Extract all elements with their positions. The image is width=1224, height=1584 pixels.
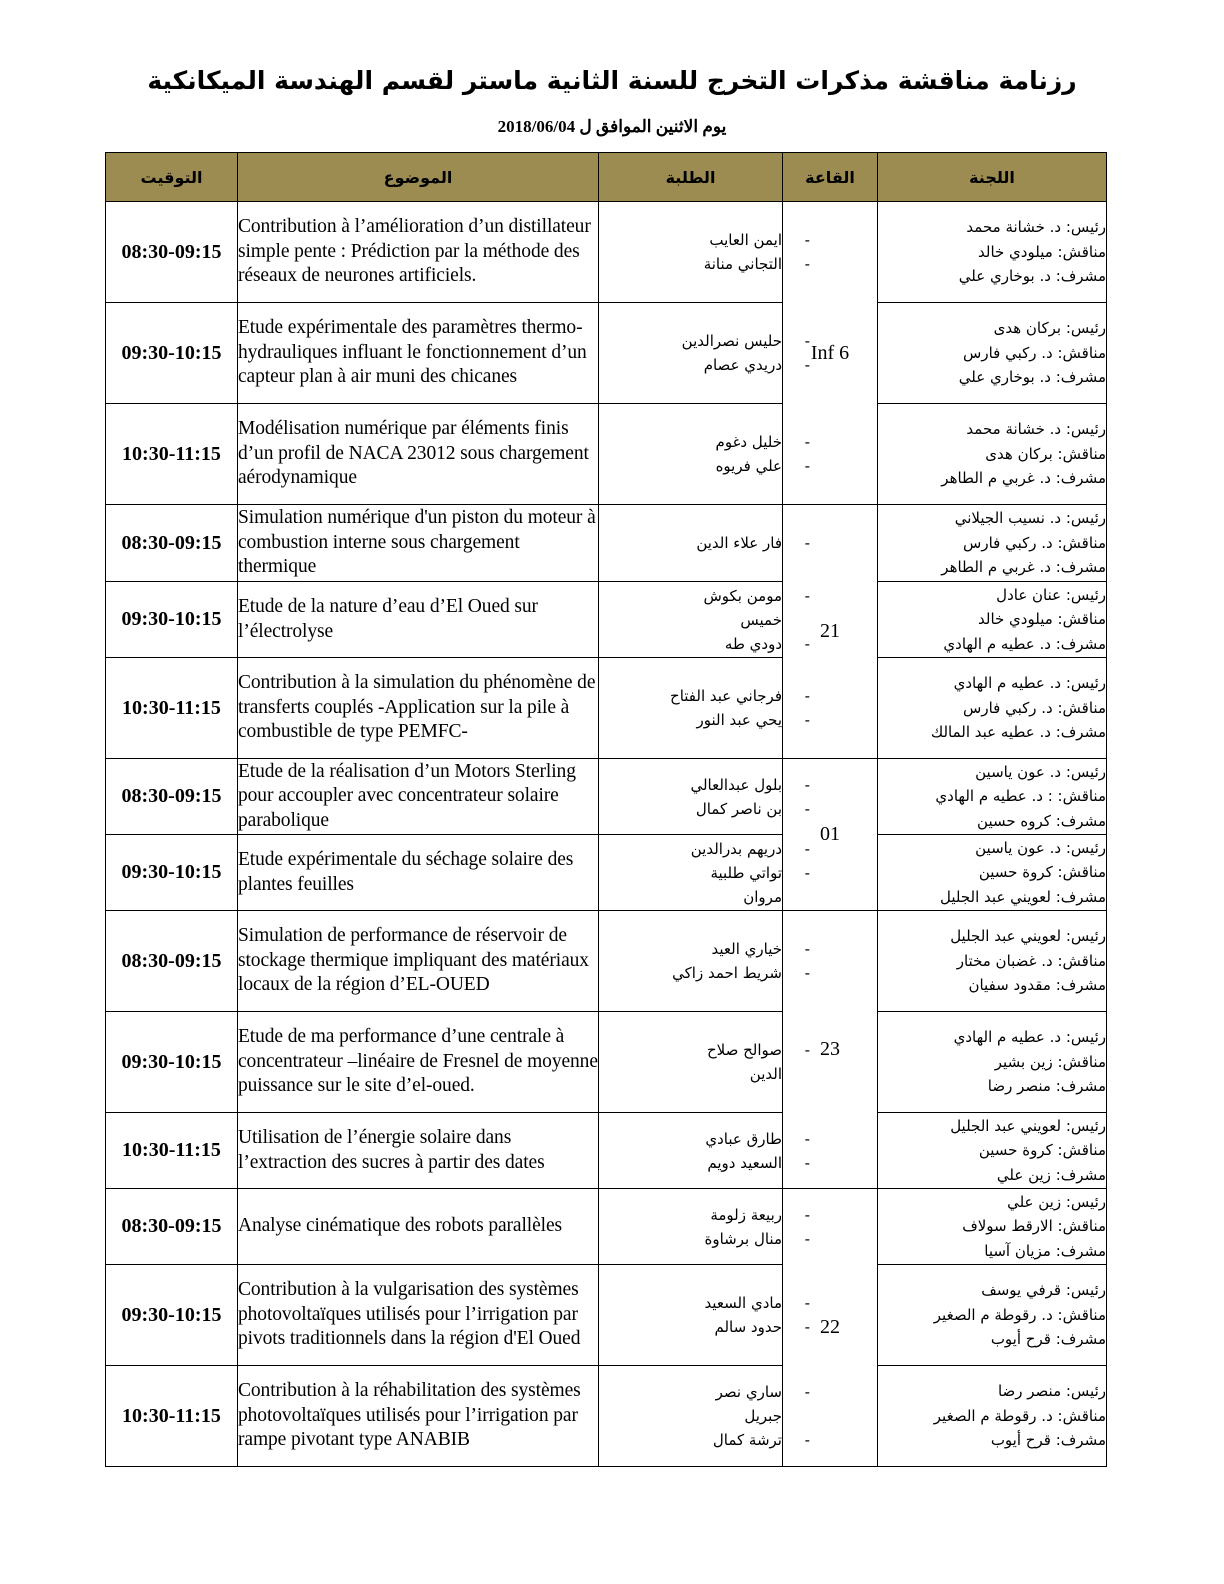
students-cell (599, 303, 783, 404)
table-row (106, 1113, 1107, 1189)
thesis-topic: Utilisation de l’énergie solaire dans l’extraction des sucres à partir des dates (238, 1113, 599, 1189)
header-room: القاعة (783, 153, 878, 202)
committee-member: رئيس: د. خشانة محمد (966, 218, 1106, 237)
room-cell: 01 (783, 759, 878, 911)
session-time: 09:30-10:15 (106, 1012, 238, 1113)
committee-member: مشرف: مقدود سفيان (968, 976, 1106, 995)
committee-member: رئيس: د. عطيه م الهادي (953, 1028, 1106, 1047)
committee-member: رئيس: د. نسيب الجيلاني (954, 509, 1106, 528)
student-name: - فار علاء الدين (599, 531, 782, 555)
committee-member: مناقش: كروة حسين (978, 1141, 1106, 1160)
student-name: - دودي طه (599, 632, 782, 656)
committee-cell (878, 582, 1107, 658)
student-name: - مادي السعيد (599, 1291, 782, 1315)
thesis-topic: Contribution à la vulgarisation des systèmes photovoltaïques utilisés pour l’irrigation par pivots traditionnels dans la région d'El Oued (238, 1265, 599, 1366)
thesis-topic: Modélisation numérique par éléments finis d’un profil de NACA 23012 sous chargement aérodynamique (238, 404, 599, 505)
thesis-topic: Etude de la nature d’eau d’El Oued sur l’électrolyse (238, 582, 599, 658)
student-name: - مومن بكوش (599, 584, 782, 608)
thesis-topic: Contribution à la simulation du phénomène de transferts couplés -Application sur la pile à combustible de type PEMFC- (238, 658, 599, 759)
student-name: - منال برشاوة (599, 1227, 782, 1251)
students-cell (599, 202, 783, 303)
table-row (106, 202, 1107, 303)
table-row (106, 505, 1107, 582)
students-cell (599, 582, 783, 658)
students-cell (599, 505, 783, 582)
committee-cell (878, 759, 1107, 835)
thesis-topic: Etude de la réalisation d’un Motors Sterling pour accoupler avec concentrateur solaire parabolique (238, 759, 599, 835)
student-name: - فرجاني عبد الفتاح (599, 684, 782, 708)
students-cell (599, 1012, 783, 1113)
student-name: - ساري نصر (599, 1380, 782, 1404)
table-row (106, 404, 1107, 505)
session-time: 08:30-09:15 (106, 1189, 238, 1265)
table-row (106, 759, 1107, 835)
thesis-topic: Etude expérimentale des paramètres thermo-hydrauliques influant le fonctionnement d’un capteur plan à air muni des chicanes (238, 303, 599, 404)
committee-member: مشرف: مزيان آسيا (984, 1241, 1106, 1260)
committee-member: مشرف: د. عطيه م الهادي (943, 634, 1106, 653)
committee-member: مشرف: د. بوخاري علي (958, 267, 1106, 286)
header-topic: الموضوع (238, 153, 599, 202)
session-time: 09:30-10:15 (106, 835, 238, 911)
table-row (106, 1189, 1107, 1265)
session-time: 08:30-09:15 (106, 911, 238, 1012)
room-cell: 21 (783, 505, 878, 759)
thesis-topic: Simulation numérique d'un piston du moteur à combustion interne sous chargement thermique (238, 505, 599, 582)
session-time: 10:30-11:15 (106, 1113, 238, 1189)
student-name: - صوالح صلاح (599, 1038, 782, 1062)
committee-member: مشرف: قرح أيوب (990, 1431, 1106, 1450)
table-row (106, 1366, 1107, 1467)
committee-cell (878, 404, 1107, 505)
committee-member: مناقش: د. ركبي فارس (963, 533, 1106, 552)
students-cell (599, 835, 783, 911)
student-name: - خياري العيد (599, 937, 782, 961)
table-row (106, 911, 1107, 1012)
committee-cell (878, 202, 1107, 303)
room-cell: 22 (783, 1189, 878, 1467)
thesis-topic: Contribution à la réhabilitation des systèmes photovoltaïques utilisés pour l’irrigation par rampe pivotant type ANABIB (238, 1366, 599, 1467)
student-name: مروان (743, 887, 782, 906)
committee-cell (878, 835, 1107, 911)
student-name: - السعيد دويم (599, 1151, 782, 1175)
student-name: خميس (740, 610, 782, 629)
student-name: - التجاني منانة (599, 252, 782, 276)
committee-cell (878, 1189, 1107, 1265)
schedule-table (105, 152, 1107, 1467)
students-cell (599, 1189, 783, 1265)
committee-member: مشرف: د. عطيه عبد المالك (930, 723, 1106, 742)
room-cell: 23 (783, 911, 878, 1189)
committee-member: رئيس: د. عطيه م الهادي (953, 674, 1106, 693)
students-cell (599, 658, 783, 759)
page-subtitle-date: يوم الاثنين الموافق ل 2018/06/04 (497, 117, 727, 136)
committee-member: مناقش: د. غضبان مختار (956, 951, 1106, 970)
table-row (106, 835, 1107, 911)
students-cell (599, 911, 783, 1012)
committee-member: رئيس: لعويني عبد الجليل (950, 927, 1106, 946)
student-name: - حدود سالم (599, 1315, 782, 1339)
committee-member: مناقش: الارقط سولاف (962, 1217, 1106, 1236)
committee-member: مشرف: كروه حسين (977, 811, 1106, 830)
committee-member: مناقش: د. ركبي فارس (963, 343, 1106, 362)
table-row (106, 658, 1107, 759)
session-time: 08:30-09:15 (106, 202, 238, 303)
header-students: الطلبة (599, 153, 783, 202)
committee-member: رئيس: قرفي يوسف (981, 1281, 1106, 1300)
committee-member: مناقش: د. رقوطة م الصغير (933, 1406, 1106, 1425)
committee-member: رئيس: زين علي (1007, 1192, 1106, 1211)
table-row (106, 1265, 1107, 1366)
students-cell (599, 1366, 783, 1467)
student-name: الدين (749, 1065, 782, 1083)
committee-member: رئيس: منصر رضا (997, 1382, 1106, 1401)
committee-member: مناقش: ميلودي خالد (978, 242, 1106, 261)
session-time: 09:30-10:15 (106, 1265, 238, 1366)
student-name: - شريط احمد زاكي (599, 961, 782, 985)
committee-member: رئيس: عنان عادل (996, 585, 1106, 604)
thesis-topic: Contribution à l’amélioration d’un distillateur simple pente : Prédiction par la méthode des réseaux de neurones artificiels. (238, 202, 599, 303)
students-cell (599, 759, 783, 835)
session-time: 08:30-09:15 (106, 759, 238, 835)
thesis-topic: Etude de ma performance d’une centrale à concentrateur –linéaire de Fresnel de moyenne puissance sur le site d’el-oued. (238, 1012, 599, 1113)
page-title: رزنامة مناقشة مذكرات التخرج للسنة الثانية ماستر لقسم الهندسة الميكانكية (147, 66, 1077, 95)
student-name: - دريدي عصام (599, 353, 782, 377)
committee-member: مناقش: : د. عطيه م الهادي (935, 787, 1106, 806)
committee-cell (878, 1012, 1107, 1113)
committee-member: رئيس: بركان هدى (993, 319, 1106, 338)
table-row (106, 303, 1107, 404)
student-name: - خليل دغوم (599, 430, 782, 454)
table-row (106, 582, 1107, 658)
header-time: التوقيت (106, 153, 238, 202)
student-name: - حليس نصرالدين (599, 329, 782, 353)
student-name: - طارق عبادي (599, 1127, 782, 1151)
committee-cell (878, 911, 1107, 1012)
committee-cell (878, 1113, 1107, 1189)
students-cell (599, 404, 783, 505)
student-name: - ربيعة زلومة (599, 1203, 782, 1227)
room-cell: Inf 6 (783, 202, 878, 505)
session-time: 10:30-11:15 (106, 1366, 238, 1467)
committee-member: مشرف: قرح أيوب (990, 1330, 1106, 1349)
committee-cell (878, 1366, 1107, 1467)
session-time: 09:30-10:15 (106, 582, 238, 658)
students-cell (599, 1265, 783, 1366)
committee-member: رئيس: د. عون ياسين (975, 838, 1106, 857)
committee-member: مشرف: د. غربي م الطاهر (941, 469, 1106, 488)
student-name: - تواتي طلبية (599, 861, 782, 885)
committee-cell (878, 505, 1107, 582)
committee-member: مناقش: زين بشير (994, 1052, 1106, 1071)
table-header-row (106, 153, 1107, 202)
header-committee: اللجنة (878, 153, 1107, 202)
student-name: - يحي عبد النور (599, 708, 782, 732)
committee-member: رئيس: د. عون ياسين (975, 762, 1106, 781)
committee-member: مشرف: لعويني عبد الجليل (940, 887, 1106, 906)
committee-member: مناقش: بركان هدى (985, 444, 1106, 463)
committee-cell (878, 1265, 1107, 1366)
student-name: - بن ناصر كمال (599, 797, 782, 821)
student-name: - ايمن العايب (599, 228, 782, 252)
thesis-topic: Etude expérimentale du séchage solaire des plantes feuilles (238, 835, 599, 911)
student-name: جبريل (744, 1407, 782, 1425)
committee-member: مناقش: كروة حسين (978, 863, 1106, 882)
thesis-topic: Analyse cinématique des robots parallèles (238, 1189, 599, 1265)
student-name: - ترشة كمال (599, 1428, 782, 1452)
committee-member: مشرف: د. غربي م الطاهر (941, 558, 1106, 577)
committee-member: مشرف: زين علي (996, 1165, 1106, 1184)
committee-cell (878, 303, 1107, 404)
committee-member: رئيس: د. خشانة محمد (966, 420, 1106, 439)
students-cell (599, 1113, 783, 1189)
committee-member: مناقش: د. ركبي فارس (963, 698, 1106, 717)
thesis-topic: Simulation de performance de réservoir de stockage thermique impliquant des matériaux locaux de la région d’EL-OUED (238, 911, 599, 1012)
committee-member: رئيس: لعويني عبد الجليل (950, 1116, 1106, 1135)
committee-member: مشرف: د. بوخاري علي (958, 368, 1106, 387)
session-time: 10:30-11:15 (106, 658, 238, 759)
session-time: 08:30-09:15 (106, 505, 238, 582)
committee-member: مناقش: ميلودي خالد (978, 610, 1106, 629)
committee-member: مناقش: د. رقوطة م الصغير (933, 1305, 1106, 1324)
committee-member: مشرف: منصر رضا (987, 1077, 1106, 1096)
session-time: 09:30-10:15 (106, 303, 238, 404)
session-time: 10:30-11:15 (106, 404, 238, 505)
committee-cell (878, 658, 1107, 759)
table-row (106, 1012, 1107, 1113)
student-name: - علي فريوه (599, 454, 782, 478)
student-name: - بلول عبدالعالي (599, 773, 782, 797)
student-name: - دريهم بدرالدين (599, 837, 782, 861)
